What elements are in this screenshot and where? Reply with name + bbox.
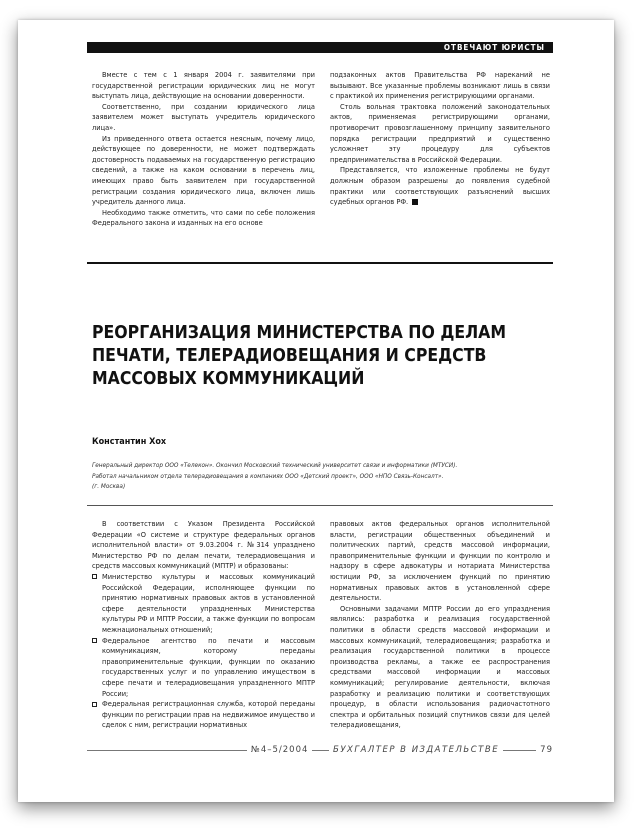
bullet-list (92, 572, 315, 731)
paragraph (330, 165, 550, 207)
list-item: Федеральное агентство по печати и массовым коммуникациям, которому переданы правоприменительные функции, функции по оказанию государственных услуг и по управлению имуществом в сфере печати и телерадиовещания упраздненного МПТР России; (92, 636, 315, 700)
paragraph: Соответственно, при создании юридического лица заявителем может выступать учредитель юридического лица». (92, 101, 315, 132)
paragraph: В соответствии с Указом Президента Российской Федерации «О системе и структуре федеральных органов исполнительной власти» от 9.03.2004 г. №314 упразднено Министерство РФ по делам печати, телерадиовещания и средств массовых коммуникаций (МПТР) и образованы: (92, 519, 315, 571)
body-separator-rule (87, 505, 553, 506)
paragraph: Основными задачами МПТР России до его упразднения являлись: разработка и реализация государственной политики в области средств массовой информации и массовых коммуникаций, телерадиовещания; разработка и реализация государственной политики в процессе производства рекламы, а также ее распространения средствами массовой информации и массовых коммуникаций; регулирование деятельности, включая разработку и реализацию политики и соответствующих процедур, в области использования радиочастотного спектра и орбитальных позиций спутников связи для целей телерадиовещания, (330, 603, 550, 730)
paragraph: Необходимо также отметить, что сами по себе положения Федерального закона и изданных на его основе (92, 207, 315, 228)
bio-line: Работал начальником отдела телерадиовещания в компаниях ООО «Детский проект», ООО «НПО Связь-Консалт». (92, 471, 444, 480)
list-item: Федеральная регистрационная служба, которой переданы функции по регистрации прав на недвижимое имущество и сделок с ним, регистрации нормативных (92, 699, 315, 731)
top-right-column (330, 70, 550, 208)
list-item: Министерство культуры и массовых коммуникаций Российской Федерации, исполняющее функции по принятию нормативных правовых актов в установленной сфере деятельности упраздненных Министерства культуры РФ и МПТР России, а также функции по вопросам межнациональных отношений; (92, 572, 315, 636)
top-left-column (92, 70, 315, 229)
author-name: Константин Хох (92, 437, 167, 447)
article-left-column (92, 519, 315, 731)
title-line: МАССОВЫХ КОММУНИКАЦИЙ (92, 369, 365, 389)
paragraph: Вместе с тем с 1 января 2004 г. заявителями при государственной регистрации юридических лиц не могут выступать лица, действующие на основании доверенности. (92, 70, 315, 101)
section-header-bar (87, 42, 553, 53)
bio-line: (г. Москва) (92, 482, 126, 490)
bio-line: Генеральный директор ООО «Телекон». Окончил Московский технический университет связи и информатики (МТУСИ). (92, 461, 458, 469)
section-header-label: ОТВЕЧАЮТ ЮРИСТЫ (443, 43, 545, 52)
paragraph: Столь вольная трактовка положений законодательных актов, применяемая регистрирующими органами, противоречит провозглашенному принципу заявительного порядка регистрации предприятий и существенно усложняет эту процедуру для субъектов предпринимательства в Российской Федерации. (330, 101, 550, 164)
title-line: ПЕЧАТИ, ТЕЛЕРАДИОВЕЩАНИЯ И СРЕДСТВ (92, 346, 487, 366)
page-number: 79 (536, 745, 553, 755)
paragraph: правовых актов федеральных органов исполнительной власти, регистрации общественных объединений и политических партий, средств массовой информации, правоприменительные функции и функции по контролю и надзору в сфере адвокатуры и нотариата Министерства юстиции РФ, за исключением функций по принятию нормативных правовых актов в установленной сфере деятельности. (330, 519, 550, 603)
author-bio (92, 460, 552, 492)
paragraph-text: Представляется, что изложенные проблемы не будут должным образом разрешены до появления судебной практики или соответствующих разъяснений высших судебных органов РФ. (330, 165, 550, 207)
article-title (92, 322, 552, 391)
paragraph: Из приведенного ответа остается неясным, почему лицо, действующее по доверенности, не может подтверждать достоверность подаваемых на государственную регистрацию сведений, а также на каком основании в перечень лиц, имеющих право быть заявителем при государственной регистрации создания юридического лица, включен лишь учредитель данного лица. (92, 133, 315, 207)
article-separator-rule (87, 262, 553, 264)
article-right-column (330, 519, 550, 731)
issue-number: №4–5/2004 (247, 745, 312, 755)
magazine-name: БУХГАЛТЕР В ИЗДАТЕЛЬСТВЕ (329, 745, 503, 755)
end-of-article-mark (412, 199, 418, 205)
paragraph: подзаконных актов Правительства РФ нареканий не вызывают. Все указанные проблемы возникают лишь в связи с практикой их применения регистрирующими органами. (330, 70, 550, 101)
page-footer (87, 745, 553, 756)
title-line: РЕОРГАНИЗАЦИЯ МИНИСТЕРСТВА ПО ДЕЛАМ (92, 323, 507, 343)
